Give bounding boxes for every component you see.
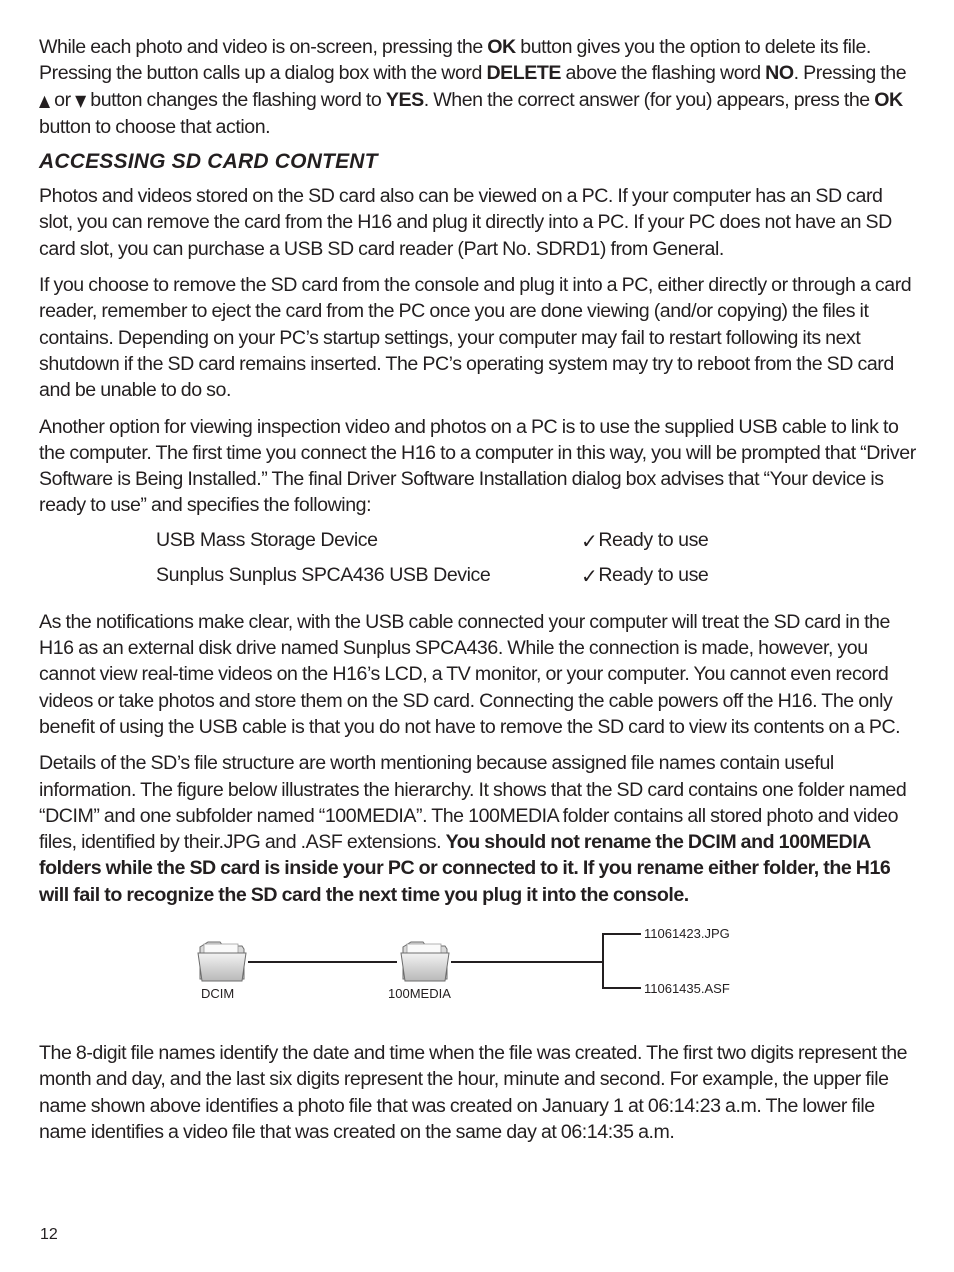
page-number: 12 [40,1226,58,1243]
media-folder-icon [401,942,449,981]
device-status-text: Ready to use [598,563,709,586]
device-list [156,529,919,599]
yes-term: YES [385,88,424,111]
sd-card-pc-paragraph: Photos and videos stored on the SD card also can be viewed on a PC. If your computer has an SD card slot, you can remove the card from the H16 and plug it directly into a PC. If your PC does not have an SD card slot, you can purchase a USB SD card reader (Part No. SDRD1) from General. [39,185,892,260]
down-arrow-icon: ▼ [75,90,86,110]
device-status [581,564,708,588]
device-status-text: Ready to use [598,528,709,551]
checkmark-icon: ✓ [581,563,598,588]
file-structure-paragraph [39,750,919,908]
text-run: button to choose that action. [39,115,271,138]
file-name-explanation-paragraph: The 8-digit file names identify the date and time when the file was created. The first two digits represent the month and day, and the last six digits represent the hour, minute and second. For example, the upper file name shown above identifies a photo file that was created on January 1 at 06:14:23 a.m. The lower file name identifies a video file that was created on the same day at 06:14:35 a.m. [39,1042,908,1143]
section-heading: ACCESSING SD CARD CONTENT [39,150,378,174]
ok-button-term: OK [874,88,903,111]
page-content [39,34,919,1155]
text-run: . Pressing the [793,62,907,85]
device-name: USB Mass Storage Device [156,528,378,551]
eject-card-paragraph: If you choose to remove the SD card from the console and plug it into a PC, either directly or through a card reader, remember to eject the card from the PC once you are done viewing (and/or copying) the files it contains. Depending on your PC’s startup settings, your computer may fail to restart following its next shutdown if the SD card remains inserted. The PC’s operating system may try to reboot from the SD card and be unable to do so. [39,274,912,402]
rename-warning: You should not rename the DCIM and 100MEDIA folders while the SD card is inside your PC or connected to it. If you rename either folder, the H16 will fail to recognize the SD card the next time you plug it into the console. [39,831,891,906]
device-status [581,529,708,553]
device-name: Sunplus Sunplus SPCA436 USB Device [156,563,491,586]
delete-term: DELETE [486,62,562,85]
file-hierarchy-diagram [39,918,919,1036]
text-run: . When the correct answer (for you) appears, press the [423,88,875,111]
device-row [156,529,919,564]
ok-button-term: OK [487,36,516,58]
delete-instructions-paragraph [39,34,919,140]
text-run: above the flashing word [561,62,766,85]
asf-file-label: 11061435.ASF [644,981,730,997]
text-run: or [49,88,76,111]
jpg-file-label: 11061423.JPG [644,926,730,942]
text-run: button changes the flashing word to [85,88,386,111]
text-run: button gives you the option to delete its file. Pressing the button calls up a dialog box with the word [39,36,871,85]
file-hierarchy-figure [39,918,919,1036]
dcim-label: DCIM [201,986,235,1002]
media-label: 100MEDIA [388,986,451,1002]
usb-cable-paragraph: Another option for viewing inspection video and photos on a PC is to use the supplied USB cable to link to the computer. The first time you connect the H16 to a computer in this way, you will be prompted that “Driver Software is Being Installed.” The final Driver Software Installation dialog box advises that “Your device is ready to use” and specifies the following: [39,415,916,517]
dcim-folder-icon [198,942,246,981]
checkmark-icon: ✓ [581,528,598,553]
device-row [156,564,919,599]
text-run: While each photo and video is on-screen, pressing the [39,36,488,58]
usb-notification-paragraph: As the notifications make clear, with the USB cable connected your computer will treat the SD card in the H16 as an external disk drive named Sunplus SPCA436. While the connection is made, however, you cannot view real-time videos on the H16’s LCD, a TV monitor, or your computer. You cannot even record videos or take photos and store them on the SD card. Connecting the cable powers off the H16. The only benefit of using the USB cable is that you do not have to remove the SD card to view its contents on a PC. [39,610,901,738]
no-term: NO [765,62,794,85]
up-arrow-icon: ▲ [39,90,50,110]
text-run: Details of the SD’s file structure are worth mentioning because assigned file names contain useful information. The figure below illustrates the hierarchy. It shows that the SD card contains one folder named “DCIM” and one subfolder named “100MEDIA”. The 100MEDIA folder contains all stored photo and video files, identified by their.JPG and .ASF extensions. [39,752,907,854]
